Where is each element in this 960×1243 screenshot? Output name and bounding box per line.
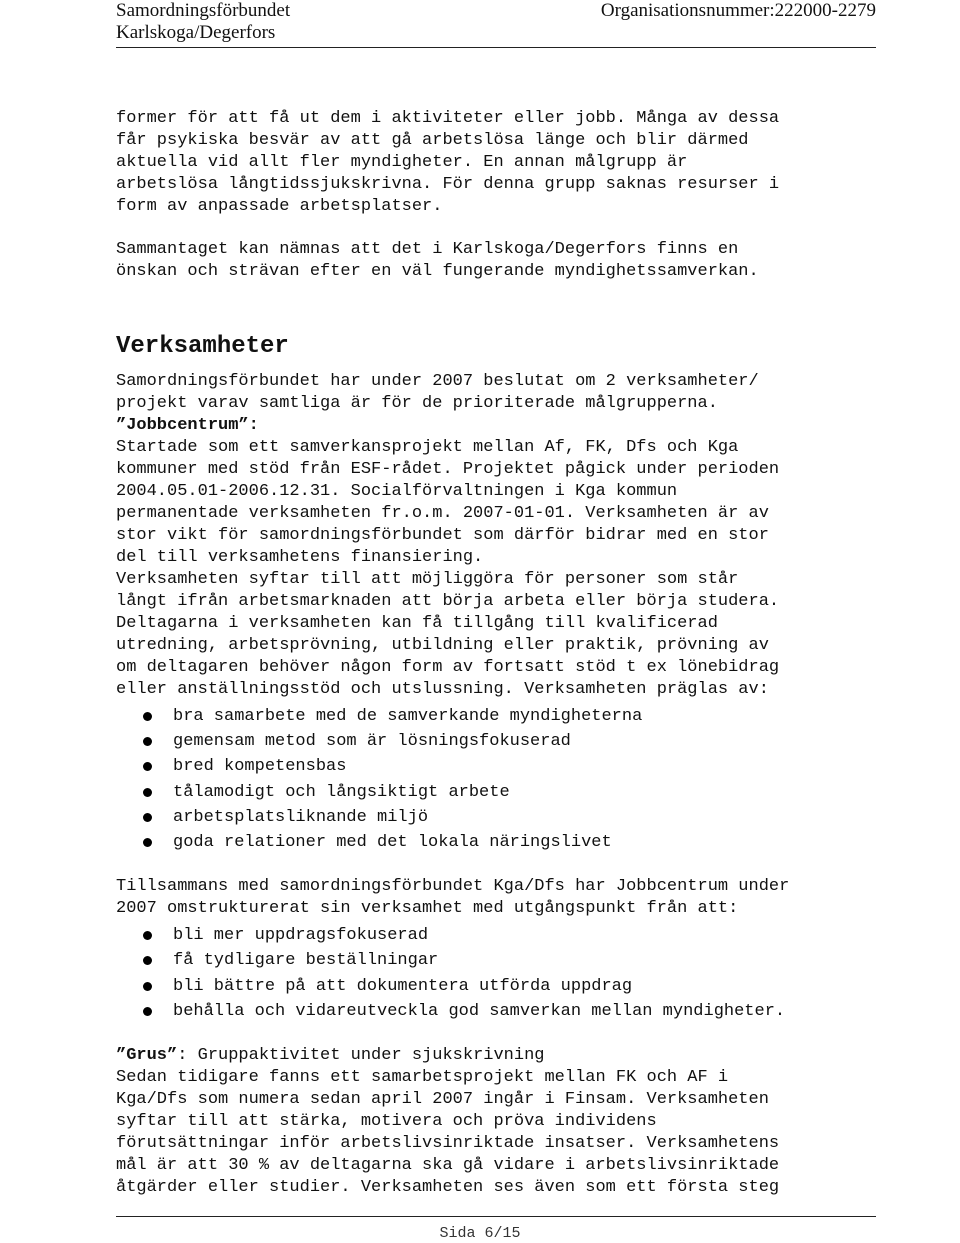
document-body <box>116 108 886 1199</box>
list-item: bred kompetensbas <box>116 754 886 779</box>
list-item: gemensam metod som är lösningsfokuserad <box>116 729 886 754</box>
bullet-icon <box>143 838 152 847</box>
list-item: tålamodigt och långsiktigt arbete <box>116 780 886 805</box>
text-line: mål är att 30 % av deltagarna ska gå vidare i arbetslivsinriktade <box>116 1156 780 1176</box>
org-location: Karlskoga/Degerfors <box>116 22 276 43</box>
restructure-list <box>116 923 886 1024</box>
text-line: Sammantaget kan nämnas att det i Karlskoga/Degerfors finns en <box>116 240 739 259</box>
text-line: Startade som ett samverkansprojekt mellan Af, FK, Dfs och Kga <box>116 438 739 457</box>
list-item: få tydligare beställningar <box>116 948 886 973</box>
header-divider <box>116 47 876 48</box>
text-line: 2007 omstrukturerat sin verksamhet med utgångspunkt från att: <box>116 899 739 919</box>
text-line: permanentade verksamheten fr.o.m. 2007-01-01. Verksamheten är av <box>116 504 769 523</box>
grus-block <box>116 1045 886 1199</box>
section-lead <box>116 371 886 415</box>
text-line: Sedan tidigare fanns ett samarbetsprojekt mellan FK och AF i <box>116 1068 729 1088</box>
list-item: behålla och vidareutveckla god samverkan mellan myndigheter. <box>116 999 886 1024</box>
text-line: Verksamheten syftar till att möjliggöra för personer som står <box>116 570 739 589</box>
text-line: former för att få ut dem i aktiviteter eller jobb. Många av dessa <box>116 109 780 128</box>
text-line: eller anställningsstöd och utslussning. Verksamheten präglas av: <box>116 680 769 699</box>
jobbcentrum-block <box>116 415 886 1024</box>
bullet-icon <box>143 762 152 771</box>
text-line: utredning, arbetsprövning, utbildning eller praktik, prövning av <box>116 636 769 655</box>
text-line: kommuner med stöd från ESF-rådet. Projektet pågick under perioden <box>116 460 780 479</box>
bullet-icon <box>143 956 152 965</box>
list-item: bra samarbete med de samverkande myndigheterna <box>116 704 886 729</box>
text-line: projekt varav samtliga är för de prioriterade målgrupperna. <box>116 394 718 413</box>
bullet-icon <box>143 982 152 991</box>
grus-title: : Gruppaktivitet under sjukskrivning <box>177 1046 545 1066</box>
list-item: bli mer uppdragsfokuserad <box>116 923 886 948</box>
text-line: Samordningsförbundet har under 2007 beslutat om 2 verksamheter/ <box>116 372 759 391</box>
text-line: åtgärder eller studier. Verksamheten ses även som ett första steg <box>116 1178 780 1198</box>
list-item: bli bättre på att dokumentera utförda uppdrag <box>116 974 886 999</box>
bullet-icon <box>143 737 152 746</box>
bullet-icon <box>143 712 152 721</box>
text-line: form av anpassade arbetsplatser. <box>116 197 443 216</box>
bullet-icon <box>143 813 152 822</box>
list-item: arbetsplatsliknande miljö <box>116 805 886 830</box>
footer-divider <box>116 1216 876 1217</box>
text-line: önskan och strävan efter en väl fungerande myndighetssamverkan. <box>116 262 759 281</box>
jobbcentrum-label: ”Jobbcentrum”: <box>116 416 259 435</box>
org-name: Samordningsförbundet <box>116 0 291 21</box>
text-line: Tillsammans med samordningsförbundet Kga/Dfs har Jobbcentrum under <box>116 877 790 897</box>
grus-label: ”Grus” <box>116 1046 178 1066</box>
bullet-icon <box>143 788 152 797</box>
summary-paragraph <box>116 239 886 283</box>
text-line: stor vikt för samordningsförbundet som därför bidrar med en stor <box>116 526 769 545</box>
text-line: arbetslösa långtidssjukskrivna. För denna grupp saknas resurser i <box>116 175 780 194</box>
characteristics-list <box>116 704 886 855</box>
text-line: förutsättningar inför arbetslivsinriktade insatser. Verksamhetens <box>116 1134 780 1154</box>
text-line: Kga/Dfs som numera sedan april 2007 ingår i Finsam. Verksamheten <box>116 1090 769 1110</box>
section-heading: Verksamheter <box>116 333 289 360</box>
header-left <box>116 0 290 44</box>
bullet-icon <box>143 1007 152 1016</box>
text-line: Deltagarna i verksamheten kan få tillgång till kvalificerad <box>116 614 718 633</box>
page-number: Sida 6/15 <box>439 1225 521 1242</box>
bullet-icon <box>143 931 152 940</box>
text-line: 2004.05.01-2006.12.31. Socialförvaltningen i Kga kommun <box>116 482 678 501</box>
intro-paragraph <box>116 108 886 218</box>
text-line: om deltagaren behöver någon form av fortsatt stöd t ex lönebidrag <box>116 658 780 677</box>
list-item: goda relationer med det lokala näringslivet <box>116 830 886 855</box>
text-line: långt ifrån arbetsmarknaden att börja arbeta eller börja studera. <box>116 592 780 611</box>
text-line: syftar till att stärka, motivera och pröva individens <box>116 1112 657 1132</box>
org-number: Organisationsnummer:222000-2279 <box>600 0 876 21</box>
text-line: aktuella vid allt fler myndigheter. En annan målgrupp är <box>116 153 688 172</box>
text-line: del till verksamhetens finansiering. <box>116 548 484 567</box>
page-header <box>0 0 960 48</box>
text-line: får psykiska besvär av att gå arbetslösa länge och blir därmed <box>116 131 749 150</box>
